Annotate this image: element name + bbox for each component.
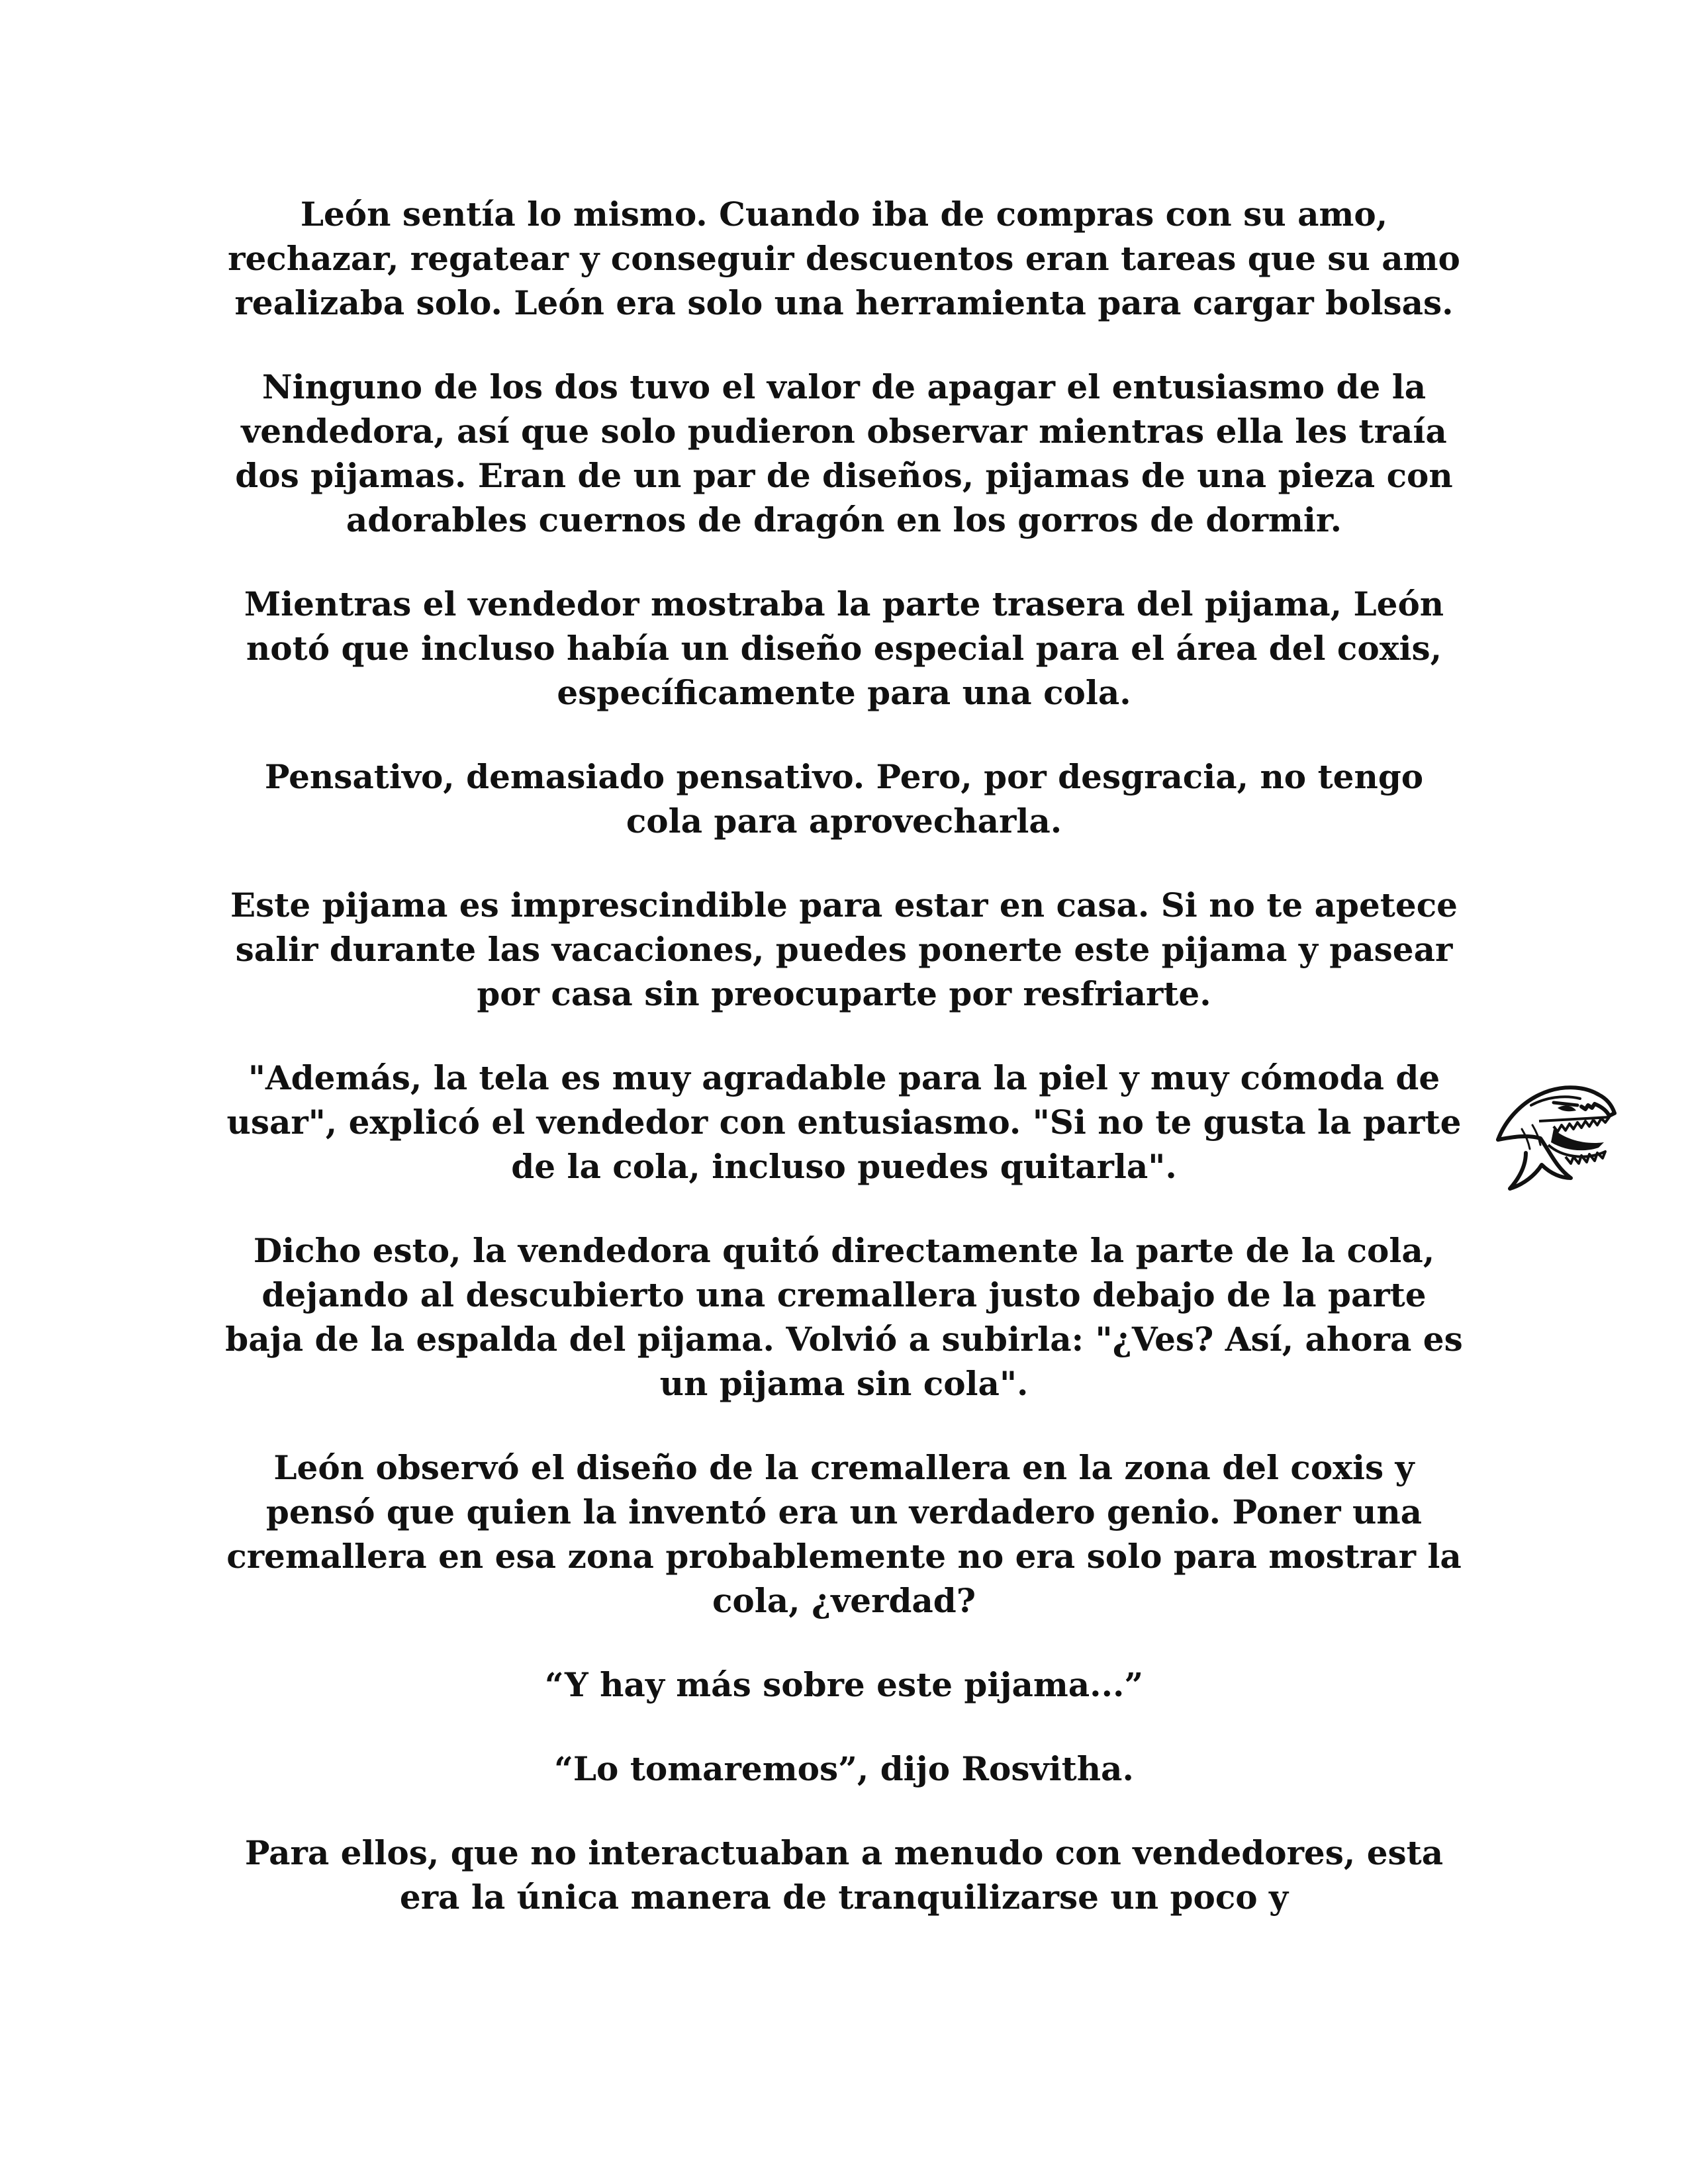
- paragraph-8: León observó el diseño de la cremallera en la zona del coxis y pensó que quien la inventó era un verdadero genio. Poner una cremallera en esa zona probablemente no era solo para mostrar la cola, ¿verdad?: [226, 1448, 1462, 1620]
- paragraph-1: León sentía lo mismo. Cuando iba de compras con su amo, rechazar, regatear y conseguir descuentos eran tareas que su amo realizaba solo. León era solo una herramienta para cargar bolsas.: [228, 195, 1460, 322]
- dinosaur-head-icon: [1493, 1079, 1618, 1191]
- paragraph-11: Para ellos, que no interactuaban a menudo con vendedores, esta era la única manera de tranquilizarse un poco y: [244, 1833, 1444, 1917]
- paragraph-5: Este pijama es imprescindible para estar en casa. Si no te apetece salir durante las vacaciones, puedes ponerte este pijama y pasear por casa sin preocuparte por resfriarte.: [230, 886, 1458, 1013]
- paragraph-10: “Lo tomaremos”, dijo Rosvitha.: [554, 1749, 1134, 1788]
- paragraph-9: “Y hay más sobre este pijama...”: [544, 1665, 1144, 1704]
- paragraph-7: Dicho esto, la vendedora quitó directamente la parte de la cola, dejando al descubierto una cremallera justo debajo de la parte baja de la espalda del pijama. Volvió a subirla: "¿Ves? Así, ahora es un pijama sin cola".: [225, 1231, 1463, 1403]
- paragraph-3: Mientras el vendedor mostraba la parte trasera del pijama, León notó que incluso había un diseño especial para el área del coxis, específicamente para una cola.: [244, 584, 1444, 712]
- paragraph-2: Ninguno de los dos tuvo el valor de apagar el entusiasmo de la vendedora, así que solo pudieron observar mientras ella les traía dos pijamas. Eran de un par de diseños, pijamas de una pieza con adorables cuernos de dragón en los gorros de dormir.: [235, 367, 1453, 539]
- body-text: [225, 192, 1463, 1919]
- paragraph-6: "Además, la tela es muy agradable para la piel y muy cómoda de usar", explicó el vendedor con entusiasmo. "Si no te gusta la parte de la cola, incluso puedes quitarla".: [226, 1058, 1462, 1186]
- paragraph-4: Pensativo, demasiado pensativo. Pero, por desgracia, no tengo cola para aprovecharla.: [264, 757, 1424, 841]
